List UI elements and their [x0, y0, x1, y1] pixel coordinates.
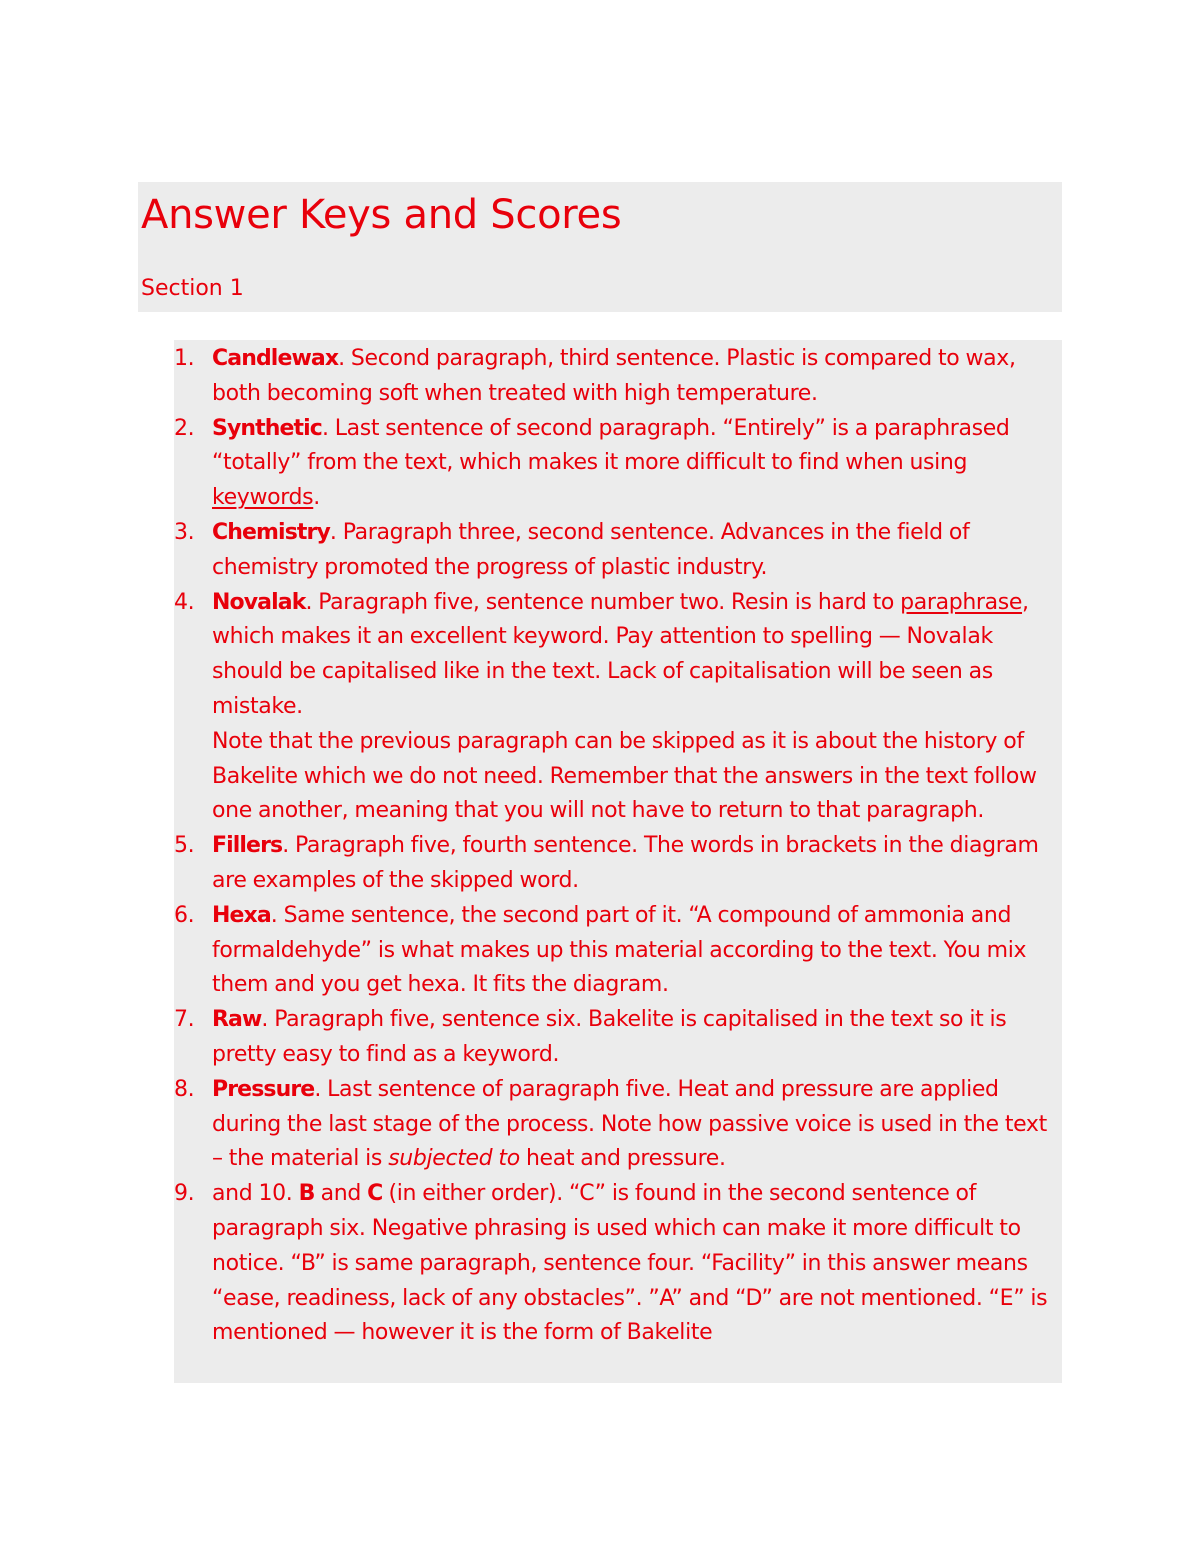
answer-explanation: . Paragraph five, fourth sentence. The words in brackets in the diagram are examples of the skipped word. [212, 833, 1039, 893]
answer-key: Pressure [212, 1076, 315, 1102]
header-block [138, 182, 1062, 312]
page-title: Answer Keys and Scores [141, 192, 622, 238]
answer-explanation-end: , which makes it an excellent keyword. Pay attention to spelling — Novalak should be capitalised like in the text. Lack of capitalisation will be seen as mistake. [212, 589, 1029, 719]
answer-key: Raw [212, 1007, 262, 1033]
keywords-link[interactable]: keywords [212, 485, 314, 511]
answer-conjunction: and [314, 1181, 368, 1207]
answer-explanation: . Last sentence of paragraph five. Heat and pressure are applied during the last stage of the process. Note how passive voice is used in the text – the material is [212, 1076, 1047, 1172]
answer-explanation: . Paragraph five, sentence number two. Resin is hard to [305, 589, 901, 615]
emphasized-phrase: subjected to [388, 1146, 520, 1172]
answer-list [174, 342, 1062, 1351]
answer-key: Novalak [212, 589, 306, 615]
answer-explanation: . Last sentence of second paragraph. “Entirely” is a paraphrased “totally” from the text, which makes it more difficult to find when using [212, 415, 1010, 476]
answer-number: 4. [174, 589, 195, 615]
answer-item-5 [174, 829, 1062, 899]
answer-note: Note that the previous paragraph can be skipped as it is about the history of Bakelite which we do not need. Remember that the answers in the text follow one another, meaning that you will not have to return to that paragraph. [212, 728, 1037, 824]
answer-explanation: . Paragraph three, second sentence. Advances in the field of chemistry promoted the progress of plastic industry. [212, 519, 970, 580]
answer-number: 3. [174, 519, 195, 545]
answer-number: 6. [174, 902, 195, 928]
answer-key: Candlewax [212, 346, 339, 371]
answer-explanation: (in either order). “C” is found in the second sentence of paragraph six. Negative phrasing is used which can make it more difficult to notice. “B” is same paragraph, sentence four. “Facility” in this answer means “ease, readiness, lack of any obstacles”. ”A” and “D” are not mentioned. “E” is mentioned — however it is the form of Bakelite [212, 1181, 1048, 1346]
answer-key: Fillers [212, 833, 283, 859]
answer-item-3 [174, 516, 1062, 586]
answer-explanation: . Second paragraph, third sentence. Plastic is compared to wax, both becoming soft when treated with high temperature. [212, 346, 1016, 406]
answer-key-second: C [367, 1181, 383, 1207]
answer-item-4 [174, 586, 1062, 830]
answer-key: Hexa [212, 902, 271, 928]
answer-key: Chemistry [212, 519, 330, 545]
answer-item-1 [174, 342, 1062, 412]
answer-key: Synthetic [212, 415, 322, 441]
answer-explanation-end: . [313, 485, 320, 511]
answer-item-2 [174, 412, 1062, 516]
answer-explanation: . Paragraph five, sentence six. Bakelite is capitalised in the text so it is pretty easy to find as a keyword. [212, 1007, 1007, 1067]
answer-explanation: . Same sentence, the second part of it. “A compound of ammonia and formaldehyde” is what makes up this material according to the text. You mix them and you get hexa. It fits the diagram. [212, 902, 1027, 998]
answer-item-6 [174, 899, 1062, 1003]
answers-block [174, 340, 1062, 1383]
answer-item-8 [174, 1073, 1062, 1177]
answer-number: 8. [174, 1076, 195, 1102]
answer-number: 9. [174, 1181, 195, 1207]
paraphrase-link[interactable]: paraphrase [900, 589, 1023, 615]
answer-number: 1. [174, 346, 195, 371]
answer-number: 5. [174, 833, 195, 859]
answer-explanation-end: heat and pressure. [519, 1146, 726, 1172]
answer-item-7 [174, 1003, 1062, 1073]
answer-number: 2. [174, 415, 195, 441]
answer-item-9 [174, 1177, 1062, 1351]
answer-key: B [298, 1181, 315, 1207]
answer-prefix: and 10. [212, 1181, 299, 1207]
section-heading: Section 1 [141, 276, 244, 301]
answer-number: 7. [174, 1007, 195, 1033]
